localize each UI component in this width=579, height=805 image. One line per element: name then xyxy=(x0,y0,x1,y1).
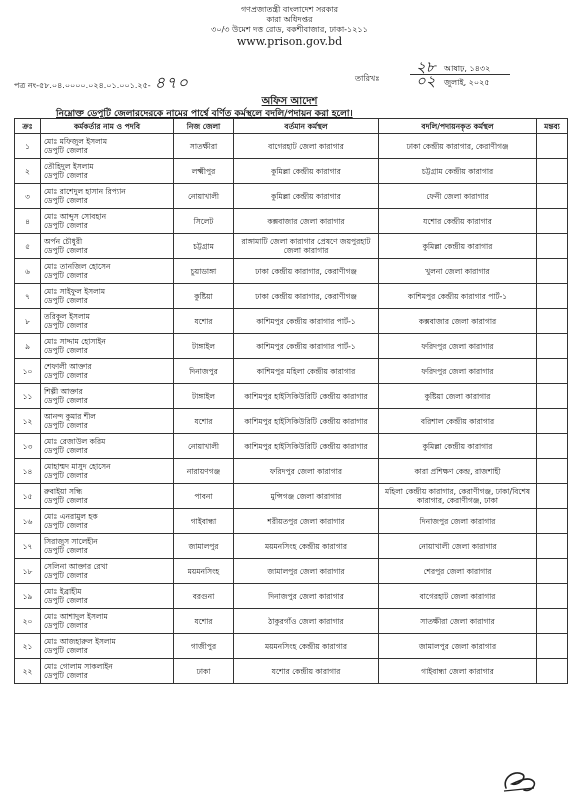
current-posting: কুমিল্লা কেন্দ্রীয় কারাগার xyxy=(234,159,379,184)
new-posting: কুমিল্লা কেন্দ্রীয় কারাগার xyxy=(379,434,537,459)
bangla-date-day: ২৮ xyxy=(416,58,436,76)
header-new-posting: বদলি/পদায়নকৃত কর্মস্থল xyxy=(379,119,537,134)
serial-number: ২ xyxy=(15,159,41,184)
officer-designation: ডেপুটি জেলার xyxy=(44,196,88,205)
new-posting: ফেনী জেলা কারাগার xyxy=(379,184,537,209)
officer-name: আনন্দ কুমার শীল xyxy=(44,412,96,421)
serial-number: ২১ xyxy=(15,634,41,659)
current-posting: কাশিমপুর হাইসিকিউরিটি কেন্দ্রীয় কারাগার xyxy=(234,384,379,409)
officer-cell xyxy=(41,659,174,684)
table-row xyxy=(15,309,568,334)
table-row xyxy=(15,384,568,409)
govt-name: গণপ্রজাতন্ত্রী বাংলাদেশ সরকার xyxy=(240,5,339,14)
home-district: পাবনা xyxy=(174,484,234,509)
officer-name: মোঃ এনরামুল হক xyxy=(44,512,98,521)
current-posting: দিনাজপুর জেলা কারাগার xyxy=(234,584,379,609)
home-district: লক্ষ্মীপুর xyxy=(174,159,234,184)
english-date-day: ০২ xyxy=(416,72,436,90)
home-district: যশোর xyxy=(174,309,234,334)
officer-cell xyxy=(41,209,174,234)
officer-cell xyxy=(41,509,174,534)
officer-cell xyxy=(41,409,174,434)
current-posting: যশোর কেন্দ্রীয় কারাগার xyxy=(234,659,379,684)
officer-cell xyxy=(41,309,174,334)
home-district: যশোর xyxy=(174,409,234,434)
table-row xyxy=(15,134,568,159)
officer-cell xyxy=(41,234,174,259)
table-row xyxy=(15,459,568,484)
new-posting: কক্সবাজার জেলা কারাগার xyxy=(379,309,537,334)
table-row xyxy=(15,634,568,659)
table-row xyxy=(15,559,568,584)
officer-cell xyxy=(41,284,174,309)
officer-name: মোঃ মফিজুল ইসলাম xyxy=(44,137,108,146)
officer-designation: ডেপুটি জেলার xyxy=(44,146,88,155)
table-row xyxy=(15,409,568,434)
remarks xyxy=(537,584,568,609)
current-posting: কাশিমপুর কেন্দ্রীয় কারাগার পার্ট-১ xyxy=(234,309,379,334)
signature-mark xyxy=(500,764,540,796)
home-district: সিলেট xyxy=(174,209,234,234)
serial-number: ৯ xyxy=(15,334,41,359)
officer-name: রুবাইয়া সন্ধি xyxy=(44,487,83,496)
table-header-row xyxy=(15,119,568,134)
serial-number: ৪ xyxy=(15,209,41,234)
current-posting: ঢাকা কেন্দ্রীয় কারাগার, কেরাণীগঞ্জ xyxy=(234,259,379,284)
remarks xyxy=(537,634,568,659)
english-date xyxy=(410,74,560,88)
remarks xyxy=(537,559,568,584)
new-posting: কুমিল্লা কেন্দ্রীয় কারাগার xyxy=(379,234,537,259)
remarks xyxy=(537,309,568,334)
new-posting: কাশিমপুর কেন্দ্রীয় কারাগার পার্ট-১ xyxy=(379,284,537,309)
current-posting: শরীয়তপুর জেলা কারাগার xyxy=(234,509,379,534)
table-body xyxy=(15,134,568,684)
new-posting: কারা প্রশিক্ষণ কেন্দ্র, রাজশাহী xyxy=(379,459,537,484)
table-row xyxy=(15,584,568,609)
officer-cell xyxy=(41,484,174,509)
officer-designation: ডেপুটি জেলার xyxy=(44,621,88,630)
new-posting: দিনাজপুর জেলা কারাগার xyxy=(379,509,537,534)
current-posting: ঢাকা কেন্দ্রীয় কারাগার, কেরাণীগঞ্জ xyxy=(234,284,379,309)
officer-designation: ডেপুটি জেলার xyxy=(44,246,88,255)
officer-name: সিরাজুস সালেহীন xyxy=(44,537,98,546)
officer-name: মোঃ আজহারুল ইসলাম xyxy=(44,637,116,646)
serial-number: ১০ xyxy=(15,359,41,384)
home-district: টাঙ্গাইল xyxy=(174,384,234,409)
remarks xyxy=(537,509,568,534)
officer-name: শিল্পী আক্তার xyxy=(44,387,83,396)
home-district: বরগুনা xyxy=(174,584,234,609)
officer-name: মোঃ আশাদুল ইসলাম xyxy=(44,612,108,621)
officer-designation: ডেপুটি জেলার xyxy=(44,571,88,580)
serial-number: ১২ xyxy=(15,409,41,434)
officer-name: মোঃ সাইফুল ইসলাম xyxy=(44,287,106,296)
remarks xyxy=(537,359,568,384)
remarks xyxy=(537,234,568,259)
remarks xyxy=(537,609,568,634)
new-posting: ঢাকা কেন্দ্রীয় কারাগার, কেরাণীগঞ্জ xyxy=(379,134,537,159)
officer-name: মোঃ রাশেদুল হাসান রিপ্যান xyxy=(44,187,126,196)
table-row xyxy=(15,484,568,509)
new-posting: বাগেরহাট জেলা কারাগার xyxy=(379,584,537,609)
officer-cell xyxy=(41,334,174,359)
bangla-date-month-year: আষাঢ়, ১৪৩২ xyxy=(444,64,491,73)
home-district: গাজীপুর xyxy=(174,634,234,659)
remarks xyxy=(537,534,568,559)
table-row xyxy=(15,359,568,384)
english-date-month-year: জুলাই, ২০২৫ xyxy=(444,78,490,87)
officer-designation: ডেপুটি জেলার xyxy=(44,496,88,505)
officer-designation: ডেপুটি জেলার xyxy=(44,596,88,605)
table-row xyxy=(15,234,568,259)
officer-name: মোঃ ইব্রাহীম xyxy=(44,587,82,596)
serial-number: ১৫ xyxy=(15,484,41,509)
memo-number xyxy=(14,70,189,97)
home-district: ঢাকা xyxy=(174,659,234,684)
table-row xyxy=(15,609,568,634)
remarks xyxy=(537,334,568,359)
serial-number: ৭ xyxy=(15,284,41,309)
officer-designation: ডেপুটি জেলার xyxy=(44,671,88,680)
officer-cell xyxy=(41,559,174,584)
website: www.prison.gov.bd xyxy=(236,35,343,48)
officer-cell xyxy=(41,459,174,484)
current-posting: রাঙ্গামাটি জেলা কারাগার প্রেষণে জয়পুরহাট জেলা কারাগার xyxy=(234,234,379,259)
header-remarks: মন্তব্য xyxy=(537,119,568,134)
remarks xyxy=(537,459,568,484)
table-row xyxy=(15,159,568,184)
home-district: জামালপুর xyxy=(174,534,234,559)
letterhead xyxy=(0,5,579,48)
header-current-posting: বর্তমান কর্মস্থল xyxy=(234,119,379,134)
officer-name: মোহাম্মদ মাসুদ হোসেন xyxy=(44,462,111,471)
home-district: চুয়াডাঙ্গা xyxy=(174,259,234,284)
officer-designation: ডেপুটি জেলার xyxy=(44,546,88,555)
table-row xyxy=(15,209,568,234)
new-posting: ফরিদপুর জেলা কারাগার xyxy=(379,359,537,384)
current-posting: কাশিমপুর মহিলা কেন্দ্রীয় কারাগার xyxy=(234,359,379,384)
officer-designation: ডেপুটি জেলার xyxy=(44,446,88,455)
officer-cell xyxy=(41,134,174,159)
remarks xyxy=(537,284,568,309)
officer-name: অর্পন চৌধুরী xyxy=(44,237,83,246)
remarks xyxy=(537,384,568,409)
officer-name: মোঃ গোলাম সাকলাইন xyxy=(44,662,113,671)
header-home-district: নিজ জেলা xyxy=(174,119,234,134)
table-row xyxy=(15,509,568,534)
officer-designation: ডেপুটি জেলার xyxy=(44,646,88,655)
officer-cell xyxy=(41,359,174,384)
officer-name: মোঃ রেজাউল করিম xyxy=(44,437,106,446)
remarks xyxy=(537,409,568,434)
current-posting: কাশিমপুর হাইসিকিউরিটি কেন্দ্রীয় কারাগার xyxy=(234,409,379,434)
officer-designation: ডেপুটি জেলার xyxy=(44,296,88,305)
remarks xyxy=(537,484,568,509)
serial-number: ১৩ xyxy=(15,434,41,459)
order-instruction: নিম্নোক্ত ডেপুটি জেলারদেরকে নামের পার্শ্বে বর্ণিত কর্মস্থলে বদলি/পদায়ন করা হলো। xyxy=(56,109,353,119)
new-posting: নোয়াখালী জেলা কারাগার xyxy=(379,534,537,559)
serial-number: ১ xyxy=(15,134,41,159)
home-district: চট্টগ্রাম xyxy=(174,234,234,259)
new-posting: শেরপুর জেলা কারাগার xyxy=(379,559,537,584)
memo-prefix: পত্র নং-৫৮.০৪.০০০০.০২৪.০১.০০১.২৫- xyxy=(14,81,151,90)
new-posting: যশোর কেন্দ্রীয় কারাগার xyxy=(379,209,537,234)
table-row xyxy=(15,659,568,684)
current-posting: বাগেরহাট জেলা কারাগার xyxy=(234,134,379,159)
officer-designation: ডেপুটি জেলার xyxy=(44,521,88,530)
officer-cell xyxy=(41,434,174,459)
office-order-title: অফিস আদেশ xyxy=(261,96,318,107)
table-row xyxy=(15,284,568,309)
serial-number: ২০ xyxy=(15,609,41,634)
serial-number: ৮ xyxy=(15,309,41,334)
officer-cell xyxy=(41,584,174,609)
new-posting: বরিশাল কেন্দ্রীয় কারাগার xyxy=(379,409,537,434)
serial-number: ৩ xyxy=(15,184,41,209)
remarks xyxy=(537,659,568,684)
table-row xyxy=(15,259,568,284)
home-district: ময়মনসিংহ xyxy=(174,559,234,584)
officer-cell xyxy=(41,159,174,184)
home-district: নারায়ণগঞ্জ xyxy=(174,459,234,484)
new-posting: কুষ্টিয়া জেলা কারাগার xyxy=(379,384,537,409)
officer-designation: ডেপুটি জেলার xyxy=(44,271,88,280)
remarks xyxy=(537,259,568,284)
officer-designation: ডেপুটি জেলার xyxy=(44,221,88,230)
new-posting: মহিলা কেন্দ্রীয় কারাগার, কেরাণীগঞ্জ, ঢাকা/বিশেষ কারাগার, কেরাণীগঞ্জ, ঢাকা xyxy=(379,484,537,509)
serial-number: ১৯ xyxy=(15,584,41,609)
remarks xyxy=(537,434,568,459)
officer-name: তৌহিদুল ইসলাম xyxy=(44,162,94,171)
serial-number: ৫ xyxy=(15,234,41,259)
officer-designation: ডেপুটি জেলার xyxy=(44,396,88,405)
current-posting: জামালপুর জেলা কারাগার xyxy=(234,559,379,584)
officer-name: মোঃ তানজিল হোসেন xyxy=(44,262,111,271)
table-row xyxy=(15,434,568,459)
officer-cell xyxy=(41,534,174,559)
current-posting: কাশিমপুর কেন্দ্রীয় কারাগার পার্ট-১ xyxy=(234,334,379,359)
officer-designation: ডেপুটি জেলার xyxy=(44,346,88,355)
officer-designation: ডেপুটি জেলার xyxy=(44,421,88,430)
officer-cell xyxy=(41,609,174,634)
new-posting: চট্টগ্রাম কেন্দ্রীয় কারাগার xyxy=(379,159,537,184)
current-posting: ঠাকুরগাঁও জেলা কারাগার xyxy=(234,609,379,634)
transfer-table xyxy=(14,118,568,684)
home-district: টাঙ্গাইল xyxy=(174,334,234,359)
current-posting: কুমিল্লা কেন্দ্রীয় কারাগার xyxy=(234,184,379,209)
date-divider xyxy=(410,74,510,75)
home-district: সাতক্ষীরা xyxy=(174,134,234,159)
current-posting: ফরিদপুর জেলা কারাগার xyxy=(234,459,379,484)
current-posting: ময়মনসিংহ কেন্দ্রীয় কারাগার xyxy=(234,534,379,559)
remarks xyxy=(537,159,568,184)
officer-designation: ডেপুটি জেলার xyxy=(44,471,88,480)
home-district: যশোর xyxy=(174,609,234,634)
officer-cell xyxy=(41,634,174,659)
date-label: তারিখঃ xyxy=(355,74,380,83)
home-district: নোয়াখালী xyxy=(174,434,234,459)
officer-cell xyxy=(41,384,174,409)
serial-number: ৬ xyxy=(15,259,41,284)
header-serial: ক্রঃ xyxy=(15,119,41,134)
serial-number: ১৭ xyxy=(15,534,41,559)
remarks xyxy=(537,209,568,234)
officer-designation: ডেপুটি জেলার xyxy=(44,171,88,180)
current-posting: কাশিমপুর হাইসিকিউরিটি কেন্দ্রীয় কারাগার xyxy=(234,434,379,459)
home-district: নোয়াখালী xyxy=(174,184,234,209)
serial-number: ২২ xyxy=(15,659,41,684)
new-posting: ফরিদপুর জেলা কারাগার xyxy=(379,334,537,359)
serial-number: ১৬ xyxy=(15,509,41,534)
officer-designation: ডেপুটি জেলার xyxy=(44,371,88,380)
memo-handwritten-number: ৪৭০ xyxy=(154,73,189,92)
address: ৩০/৩ উমেশ দত্ত রোড, বকশীবাজার, ঢাকা-১২১১ xyxy=(211,25,368,34)
new-posting: সাতক্ষীরা জেলা কারাগার xyxy=(379,609,537,634)
new-posting: জামালপুর জেলা কারাগার xyxy=(379,634,537,659)
current-posting: মুন্সিগঞ্জ জেলা কারাগার xyxy=(234,484,379,509)
officer-name: তরিকুল ইসলাম xyxy=(44,312,90,321)
table-row xyxy=(15,334,568,359)
officer-name: মোঃ আব্দুস সোবহান xyxy=(44,212,107,221)
remarks xyxy=(537,184,568,209)
new-posting: খুলনা জেলা কারাগার xyxy=(379,259,537,284)
table-row xyxy=(15,184,568,209)
officer-name: মোঃ সাদ্দাম হোসাইন xyxy=(44,337,106,346)
officer-designation: ডেপুটি জেলার xyxy=(44,321,88,330)
serial-number: ১৮ xyxy=(15,559,41,584)
current-posting: ময়মনসিংহ কেন্দ্রীয় কারাগার xyxy=(234,634,379,659)
home-district: কুষ্টিয়া xyxy=(174,284,234,309)
officer-cell xyxy=(41,259,174,284)
officer-name: শেফালী আক্তার xyxy=(44,362,92,371)
officer-cell xyxy=(41,184,174,209)
table-row xyxy=(15,534,568,559)
serial-number: ১৪ xyxy=(15,459,41,484)
officer-name: সেলিনা আক্তার রেখা xyxy=(44,562,108,571)
header-name-designation: কর্মকর্তার নাম ও পদবি xyxy=(41,119,174,134)
remarks xyxy=(537,134,568,159)
home-district: গাইবান্ধা xyxy=(174,509,234,534)
department-name: কারা অধিদপ্তর xyxy=(266,15,313,24)
current-posting: কক্সবাজার জেলা কারাগার xyxy=(234,209,379,234)
serial-number: ১১ xyxy=(15,384,41,409)
home-district: দিনাজপুর xyxy=(174,359,234,384)
new-posting: গাইবান্ধা জেলা কারাগার xyxy=(379,659,537,684)
